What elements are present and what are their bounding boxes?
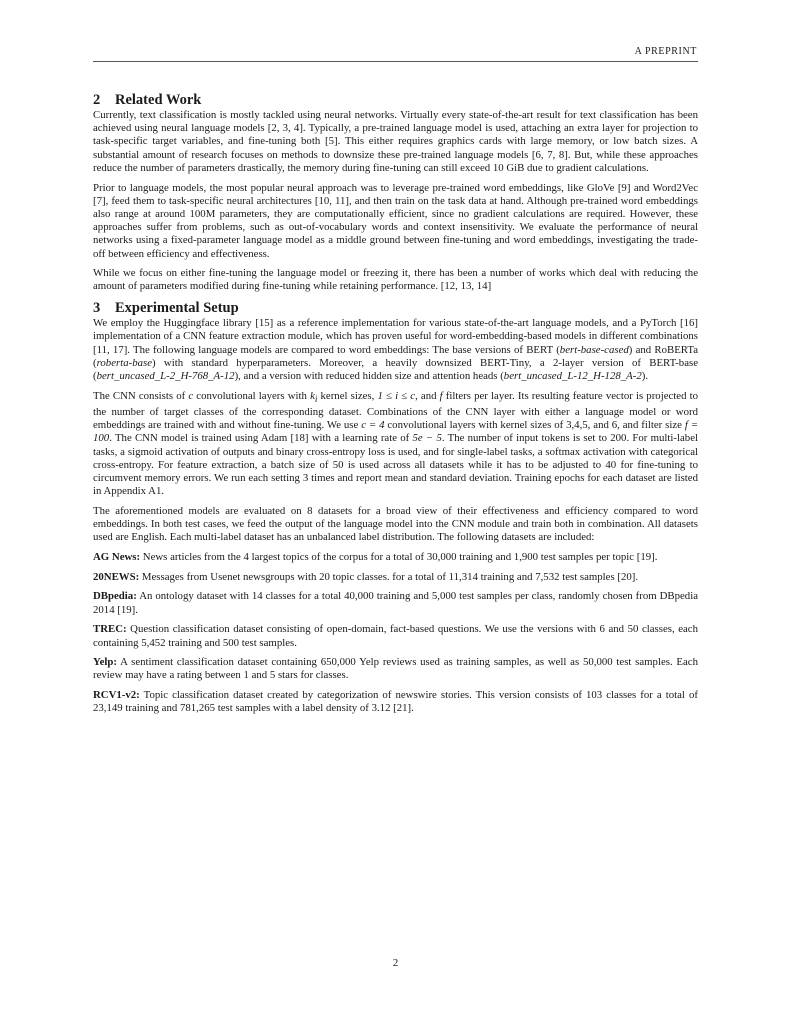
running-header: A PREPRINT [634, 46, 697, 57]
dataset-entry: DBpedia: An ontology dataset with 14 classes for a total 40,000 training and 5,000 test samples per class, randomly chosen from DBpedia 2014 [19]. [93, 590, 698, 616]
dataset-term: Yelp: [93, 656, 117, 669]
paragraph: While we focus on either fine-tuning the language model or freezing it, there has been a number of works which deal with reducing the amount of parameters modified during fine-tuning while retaining performance. [12, 13, 14] [93, 267, 698, 293]
section-heading-related-work [93, 92, 698, 109]
math: k [310, 389, 315, 402]
dataset-term: DBpedia: [93, 590, 137, 603]
math: 200 [610, 432, 627, 445]
section-title: Experimental Setup [115, 300, 239, 317]
section-number: 2 [93, 92, 101, 108]
paragraph: Currently, text classification is mostly tackled using neural networks. Virtually every state-of-the-art result for text classification has been achieved using neural language models [2, 3, 4]. Typically, a pre-trained language model is used, attaching an extra layer for projection to task-specific target variables, and fine-tuning both [5]. This either requires graphics cards with large memory, or low batch sizes. A substantial amount of research focuses on methods to downsize these pre-trained language models [6, 7, 8]. But, while these approaches reduce the number of parameters drastically, the memory during fine-tuning can still exceed 10 GiB due to gradient calculations. [93, 109, 698, 174]
math: 1 ≤ i ≤ c [377, 389, 416, 402]
dataset-term: AG News: [93, 551, 141, 564]
paragraph-cnn: The CNN consists of c convolutional layers with $k_i$ kernel sizes, 1 ≤ i ≤ c, and f filters per layer. Its resulting feature vector is projected to the number of target classes of the corresponding dataset. Combinations of the CNN layer with either a language model or word embeddings are trained with and without fine-tuning. We use c = 4 convolutional layers with kernel sizes of 3,4,5, and 6, and filter size f = 100. The CNN model is trained using Adam [18] with a learning rate of 5e − 5. The number of input tokens is set to 200. For multi-label tasks, a sigmoid activation of outputs and binary cross-entropy loss is used, and for single-label tasks, a softmax activation with categorical cross-entropy. For feature extraction, a batch size of 50 is used across all datasets while it has to be adjusted to 40 for fine-tuning to circumvent memory errors. We run each setting 3 times and report mean and standard deviation. Training epochs for each dataset are listed in Appendix A1. [93, 389, 699, 498]
dataset-term: RCV1-v2: [93, 689, 140, 702]
header-rule [93, 61, 698, 62]
model-name: bert_uncased_L-12_H-128_A-2 [503, 369, 642, 382]
dataset-term: TREC: [93, 623, 127, 636]
paragraph-models: We employ the Huggingface library [15] as a reference implementation for various state-of-the-art language models, and a PyTorch [16] implementation of a CNN feature extraction module, which has proven useful for word-embedding-based models in different combinations [11, 17]. The following language models are compared to word embeddings: The base versions of BERT (bert-base-cased) and RoBERTa (roberta-base) with standard hyperparameters. Moreover, a heavily downsized BERT-Tiny, a 2-layer version of BERT-base (bert_uncased_L-2_H-768_A-12), and a version with reduced hidden size and attention heads (bert_uncased_L-12_H-128_A-2). [93, 317, 698, 382]
paragraph: Prior to language models, the most popular neural approach was to leverage pre-trained word embeddings, like GloVe [9] and Word2Vec [7], feed them to task-specific neural architectures [10, 11], and then train on the task data at hand. Although pre-trained word embeddings also range at around 100M parameters, they are computationally efficient, since no gradient calculations are required. However, these approaches suffer from problems, such as out-of-vocabulary words and context insensitivity. We evaluate the performance of neural networks using a fixed-parameter language model as a middle ground between fine-tuning and word embeddings, investigating the trade-off between efficiency and effectiveness. [93, 181, 698, 260]
dataset-entry: Yelp: A sentiment classification dataset containing 650,000 Yelp reviews used as training samples, as well as 50,000 test samples. Each review may have a rating between 1 and 5 stars for classes. [93, 656, 698, 682]
model-name: bert_uncased_L-2_H-768_A-12 [96, 369, 235, 382]
dataset-term: 20NEWS: [93, 570, 140, 583]
math: c [188, 389, 194, 402]
math: f [439, 389, 443, 402]
paragraph: The aforementioned models are evaluated on 8 datasets for a broad view of their effectiveness and efficiency compared to word embeddings. In both test cases, we feed the output of the language model into the CNN module and train both in combination. All datasets used are English. Each multi-label dataset has an unbalanced label distribution. The following datasets are included: [93, 504, 698, 544]
math: c = 4 [361, 419, 385, 432]
section-heading-experimental-setup [93, 300, 698, 317]
dataset-entry: 20NEWS: Messages from Usenet newsgroups with 20 topic classes. for a total of 11,314 training and 7,532 test samples [20]. [93, 570, 639, 583]
dataset-entry: AG News: News articles from the 4 largest topics of the corpus for a total of 30,000 training and 1,900 test samples per topic [19]. [93, 551, 658, 564]
math: f = 100 [93, 419, 699, 445]
page-content [93, 92, 698, 722]
section-number: 3 [93, 300, 101, 317]
math: 5e − 5 [412, 432, 442, 445]
dataset-entry: TREC: Question classification dataset consisting of open-domain, fact-based questions. We use the versions with 6 and 50 classes, each containing 5,452 training and 500 test samples. [93, 623, 698, 649]
section-title: Related Work [115, 92, 202, 108]
page-number: 2 [392, 957, 399, 969]
model-name: bert-base-cased [559, 343, 629, 356]
dataset-entry: RCV1-v2: Topic classification dataset created by categorization of newswire stories. This version consists of 103 classes for a total of 23,149 training and 781,265 test samples with a label density of 3.12 [21]. [93, 689, 698, 715]
model-name: roberta-base [96, 356, 152, 369]
